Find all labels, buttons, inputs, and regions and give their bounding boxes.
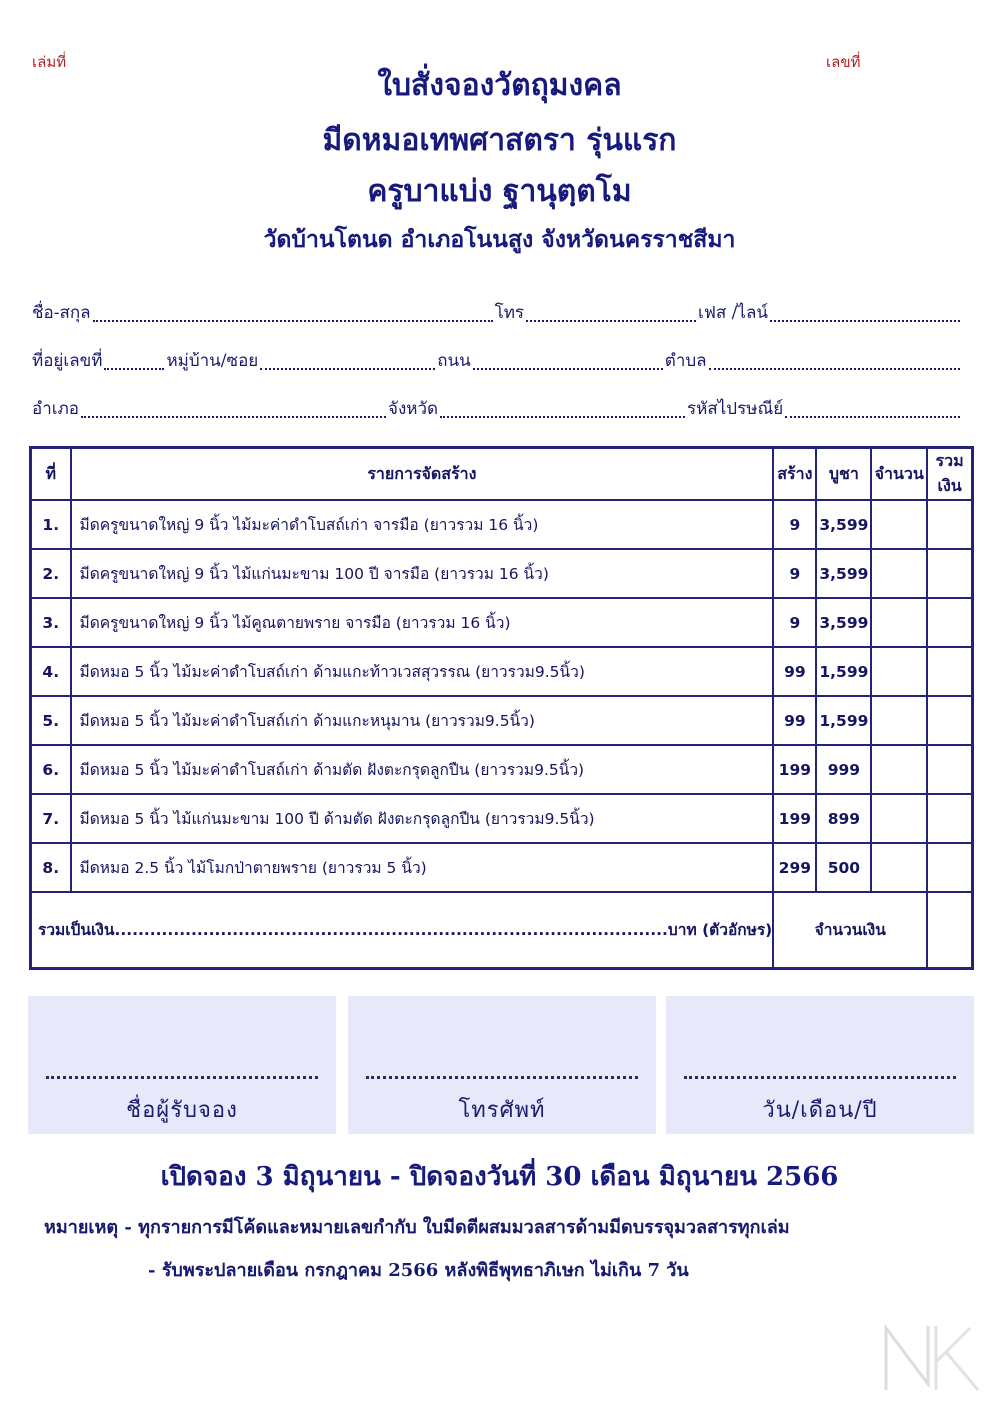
header-price: บูชา xyxy=(816,448,871,501)
row-qty-cell[interactable] xyxy=(871,696,927,745)
row-qty-cell[interactable] xyxy=(871,794,927,843)
row-total-cell[interactable] xyxy=(927,745,972,794)
name-phone-row xyxy=(32,300,962,326)
table-row xyxy=(31,843,973,892)
form-title: ใบสั่งจองวัตถุมงคล xyxy=(377,68,622,103)
district-label: อำเภอ xyxy=(32,399,79,419)
house-number-label: ที่อยู่เลขที่ xyxy=(32,351,103,371)
district-row xyxy=(32,396,962,422)
header-item: รายการจัดสร้าง xyxy=(71,448,774,501)
row-price: 500 xyxy=(816,843,871,892)
row-made: 9 xyxy=(773,500,816,549)
date-signature-line[interactable] xyxy=(684,1076,956,1079)
row-item: มีดหมอ 5 นิ้ว ไม้มะค่าดำโบสถ์เก่า ด้ามแกะท้าวเวสสุวรรณ (ยาวรวม9.5นิ้ว) xyxy=(71,647,774,696)
phone-field[interactable] xyxy=(526,316,696,322)
row-item: มีดหมอ 2.5 นิ้ว ไม้โมกป่าตายพราย (ยาวรวม 5 นิ้ว) xyxy=(71,843,774,892)
nk-watermark-logo xyxy=(878,1318,988,1398)
facebook-line-field[interactable] xyxy=(770,316,960,322)
row-number: 1. xyxy=(31,500,71,549)
row-price: 899 xyxy=(816,794,871,843)
row-price: 999 xyxy=(816,745,871,794)
row-qty-cell[interactable] xyxy=(871,647,927,696)
subdistrict-field[interactable] xyxy=(709,364,960,370)
header-qty: จำนวน xyxy=(871,448,927,501)
facebook-line-label: เฟส /ไลน์ xyxy=(698,303,768,323)
header-made: สร้าง xyxy=(773,448,816,501)
date-signature-box[interactable] xyxy=(666,996,974,1134)
table-row xyxy=(31,549,973,598)
village-field[interactable] xyxy=(260,364,435,370)
road-label: ถนน xyxy=(437,351,471,371)
row-number: 4. xyxy=(31,647,71,696)
subdistrict-label: ตำบล xyxy=(664,351,707,371)
row-made: 199 xyxy=(773,794,816,843)
table-row xyxy=(31,598,973,647)
header-no: ที่ xyxy=(31,448,71,501)
sum-row xyxy=(31,892,973,968)
row-made: 299 xyxy=(773,843,816,892)
name-label: ชื่อ-สกุล xyxy=(32,303,91,323)
row-number: 3. xyxy=(31,598,71,647)
table-row xyxy=(31,500,973,549)
row-qty-cell[interactable] xyxy=(871,598,927,647)
serial-number-label: เลขที่ xyxy=(826,53,861,71)
village-label: หมู่บ้าน/ซอย xyxy=(166,351,259,371)
row-price: 3,599 xyxy=(816,598,871,647)
row-total-cell[interactable] xyxy=(927,500,972,549)
row-made: 9 xyxy=(773,549,816,598)
row-number: 2. xyxy=(31,549,71,598)
postcode-label: รหัสไปรษณีย์ xyxy=(687,399,784,419)
address-row xyxy=(32,348,962,374)
row-item: มีดหมอ 5 นิ้ว ไม้มะค่าดำโบสถ์เก่า ด้ามแกะหนุมาน (ยาวรวม9.5นิ้ว) xyxy=(71,696,774,745)
date-caption: วัน/เดือน/ปี xyxy=(762,1098,878,1123)
row-made: 99 xyxy=(773,647,816,696)
row-price: 1,599 xyxy=(816,696,871,745)
book-number-label: เล่มที่ xyxy=(32,53,67,71)
phone-label: โทร xyxy=(494,303,525,323)
row-total-cell[interactable] xyxy=(927,794,972,843)
postcode-field[interactable] xyxy=(785,412,960,418)
table-row xyxy=(31,647,973,696)
header-total: รวมเงิน xyxy=(927,448,972,501)
table-row xyxy=(31,794,973,843)
sum-in-words[interactable]: รวมเป็นเงิน..............................................................................................บาท (ตัวอักษร) xyxy=(31,892,774,968)
house-number-field[interactable] xyxy=(104,364,164,370)
name-field[interactable] xyxy=(93,316,493,322)
row-qty-cell[interactable] xyxy=(871,500,927,549)
remark-line-2: - รับพระปลายเดือน กรกฎาคม 2566 หลังพิธีพุทธาภิเษก ไม่เกิน 7 วัน xyxy=(148,1260,689,1281)
phone-signature-box[interactable] xyxy=(348,996,656,1134)
booking-period: เปิดจอง 3 มิถุนายน - ปิดจองวันที่ 30 เดือน มิถุนายน 2566 xyxy=(160,1162,839,1192)
temple-address: วัดบ้านโตนด อำเภอโนนสูง จังหวัดนครราชสีมา xyxy=(263,227,736,253)
phone-signature-line[interactable] xyxy=(366,1076,638,1079)
row-item: มีดครูขนาดใหญ่ 9 นิ้ว ไม้มะค่าดำโบสถ์เก่า จารมือ (ยาวรวม 16 นิ้ว) xyxy=(71,500,774,549)
row-price: 1,599 xyxy=(816,647,871,696)
remark-line-1: หมายเหตุ - ทุกรายการมีโค้ดและหมายเลขกำกับ ใบมีดตีผสมมวลสารด้ามมีดบรรจุมวลสารทุกเล่ม xyxy=(44,1217,790,1238)
sum-amount-label: จำนวนเงิน xyxy=(773,892,927,968)
row-total-cell[interactable] xyxy=(927,598,972,647)
province-field[interactable] xyxy=(440,412,685,418)
row-total-cell[interactable] xyxy=(927,647,972,696)
row-made: 9 xyxy=(773,598,816,647)
province-label: จังหวัด xyxy=(387,399,439,419)
row-price: 3,599 xyxy=(816,549,871,598)
row-item: มีดหมอ 5 นิ้ว ไม้มะค่าดำโบสถ์เก่า ด้ามตัด ฝังตะกรุดลูกปืน (ยาวรวม9.5นิ้ว) xyxy=(71,745,774,794)
row-item: มีดครูขนาดใหญ่ 9 นิ้ว ไม้แก่นมะขาม 100 ปี จารมือ (ยาวรวม 16 นิ้ว) xyxy=(71,549,774,598)
row-qty-cell[interactable] xyxy=(871,549,927,598)
order-table xyxy=(29,446,974,970)
monk-name: ครูบาแบ่ง ฐานุตฺตโม xyxy=(367,174,632,209)
row-number: 6. xyxy=(31,745,71,794)
phone-caption: โทรศัพท์ xyxy=(458,1098,546,1123)
form-subtitle: มีดหมอเทพศาสตรา รุ่นแรก xyxy=(322,123,677,158)
table-row xyxy=(31,696,973,745)
row-qty-cell[interactable] xyxy=(871,745,927,794)
row-number: 8. xyxy=(31,843,71,892)
row-price: 3,599 xyxy=(816,500,871,549)
receiver-signature-line[interactable] xyxy=(46,1076,318,1079)
row-number: 5. xyxy=(31,696,71,745)
table-header-row xyxy=(31,448,973,501)
row-qty-cell[interactable] xyxy=(871,843,927,892)
row-number: 7. xyxy=(31,794,71,843)
receiver-signature-box[interactable] xyxy=(28,996,336,1134)
row-made: 99 xyxy=(773,696,816,745)
sum-amount-cell[interactable] xyxy=(927,892,972,968)
district-field[interactable] xyxy=(81,412,386,418)
row-total-cell[interactable] xyxy=(927,549,972,598)
receiver-name-label: ชื่อผู้รับจอง xyxy=(126,1098,238,1123)
table-row xyxy=(31,745,973,794)
row-made: 199 xyxy=(773,745,816,794)
road-field[interactable] xyxy=(473,364,663,370)
row-total-cell[interactable] xyxy=(927,696,972,745)
row-item: มีดหมอ 5 นิ้ว ไม้แก่นมะขาม 100 ปี ด้ามตัด ฝังตะกรุดลูกปืน (ยาวรวม9.5นิ้ว) xyxy=(71,794,774,843)
row-total-cell[interactable] xyxy=(927,843,972,892)
row-item: มีดครูขนาดใหญ่ 9 นิ้ว ไม้คูณตายพราย จารมือ (ยาวรวม 16 นิ้ว) xyxy=(71,598,774,647)
